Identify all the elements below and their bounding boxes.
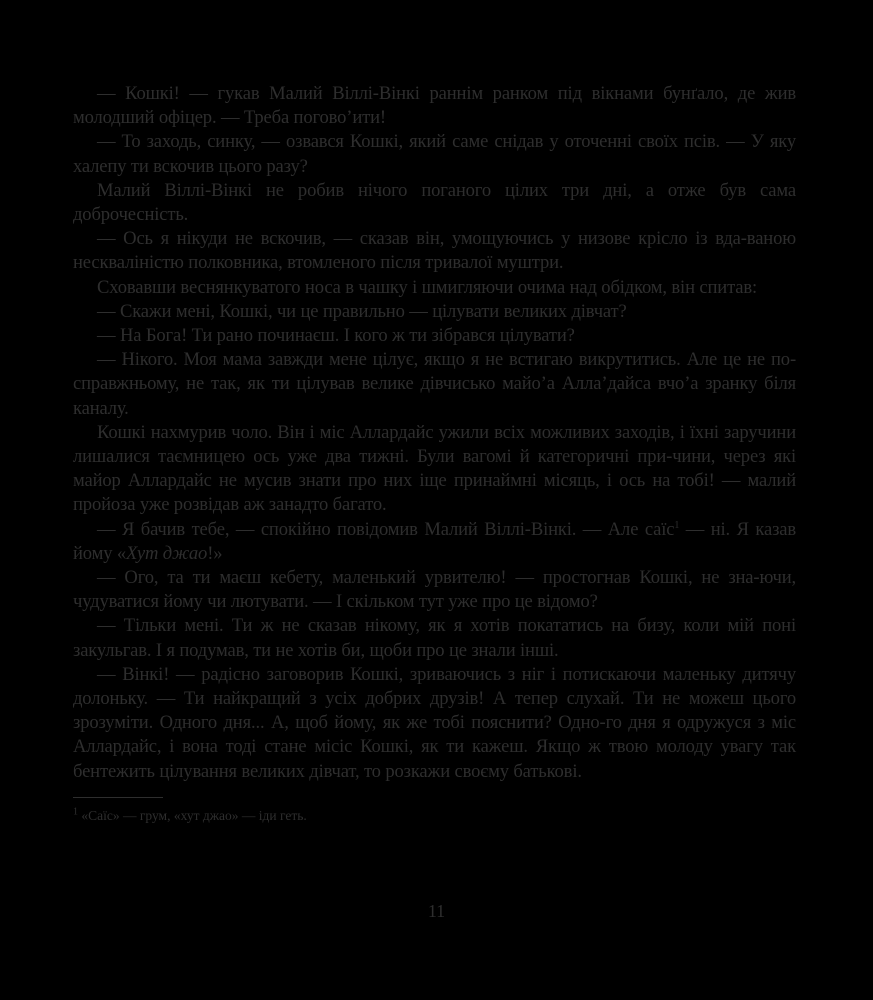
paragraph: — То заходь, синку, — озвався Кошкі, який саме снідав у оточенні своїх псів. — У яку халепу ти вскочив цього разу? — [73, 131, 796, 177]
paragraph: — Тільки мені. Ти ж не сказав нікому, як я хотів покататись на бизу, коли мій поні закульгав. І я подумав, ти не хотів би, щоби про це знали інші. — [73, 615, 796, 661]
paragraph: Малий Віллі-Вінкі не робив нічого поганого цілих три дні, а отже був сама доброчесність. — [73, 179, 796, 226]
paragraph: — Вінкі! — радісно заговорив Кошкі, зриваючись з ніг і потискаючи маленьку дитячу долоньку. — Ти найкращий з усіх добрих друзів! А тепер слухай. Ти не можеш цього зрозуміти. Одного дня... А, щоб йому, як же тобі пояснити? Одно-го дня я одружуся з міс Аллардайс, і вона тоді стане місіс Кошкі, як ти кажеш. Якщо ж твою молоду увагу так бентежить цілування великих дівчат, то розкажи своєму батькові. — [73, 663, 796, 782]
footnote-divider — [73, 797, 163, 798]
footnote-text: «Саїс» — грум, «хут джао» — іди геть. — [78, 807, 307, 823]
paragraph-text: !» — [207, 542, 223, 564]
footnote-marker: 1 — [674, 519, 680, 531]
paragraph-text: — ні. Я казав йому « — [73, 518, 796, 564]
footnote — [73, 807, 796, 825]
paragraph: — На Бога! Ти рано починаєш. І кого ж ти зібрався цілувати? — [97, 325, 575, 347]
paragraph-with-footnote — [73, 518, 796, 566]
paragraph: — Ого, та ти маєш кебету, маленький урвителю! — простогнав Кошкі, не зна-ючи, чудуватися йому чи лютувати. — І скільком тут уже про це відомо? — [73, 567, 796, 613]
paragraph: — Ось я нікуди не вскочив, — сказав він, умощуючись у низове крісло із вда-ваною нескваліністю полковника, втомленого після тривалої муштри. — [73, 228, 796, 274]
paragraph: — Скажи мені, Кошкі, чи це правильно — цілувати великих дівчат? — [97, 300, 627, 322]
page-number: 11 — [427, 901, 446, 921]
paragraph: — Кошкі! — гукав Малий Віллі-Вінкі раннім ранком під вікнами бунґало, де жив молодший офіцер. — Треба погово’ити! — [73, 83, 796, 129]
paragraph-text: — Я бачив тебе, — спокійно повідомив Малий Віллі-Вінкі. — Але саїс — [97, 518, 675, 540]
paragraph: Кошкі нахмурив чоло. Він і міс Аллардайс ужили всіх можливих заходів, і їхні заручини лишалися таємницею ось уже два тижні. Були вагомі й категоричні при-чини, через які майор Аллардайс не мусив знати про них іще принаймні місяць, і ось на тобі! — малий пройоза уже розвідав аж занадто багато. — [73, 421, 796, 516]
paragraph: — Нікого. Моя мама завжди мене цілує, якщо я не встигаю викрутитись. Але це не по-справжньому, не так, як ти цілував велике дівчисько майо’а Алла’дайса вчо’а зранку біля каналу. — [73, 349, 796, 419]
book-page — [73, 82, 796, 825]
footnote-marker: 1 — [73, 806, 78, 818]
paragraph: Сховавши веснянкуватого носа в чашку і шмигляючи очима над обідком, він спитав: — [97, 276, 758, 298]
italic-phrase: Хут джао — [126, 542, 208, 564]
